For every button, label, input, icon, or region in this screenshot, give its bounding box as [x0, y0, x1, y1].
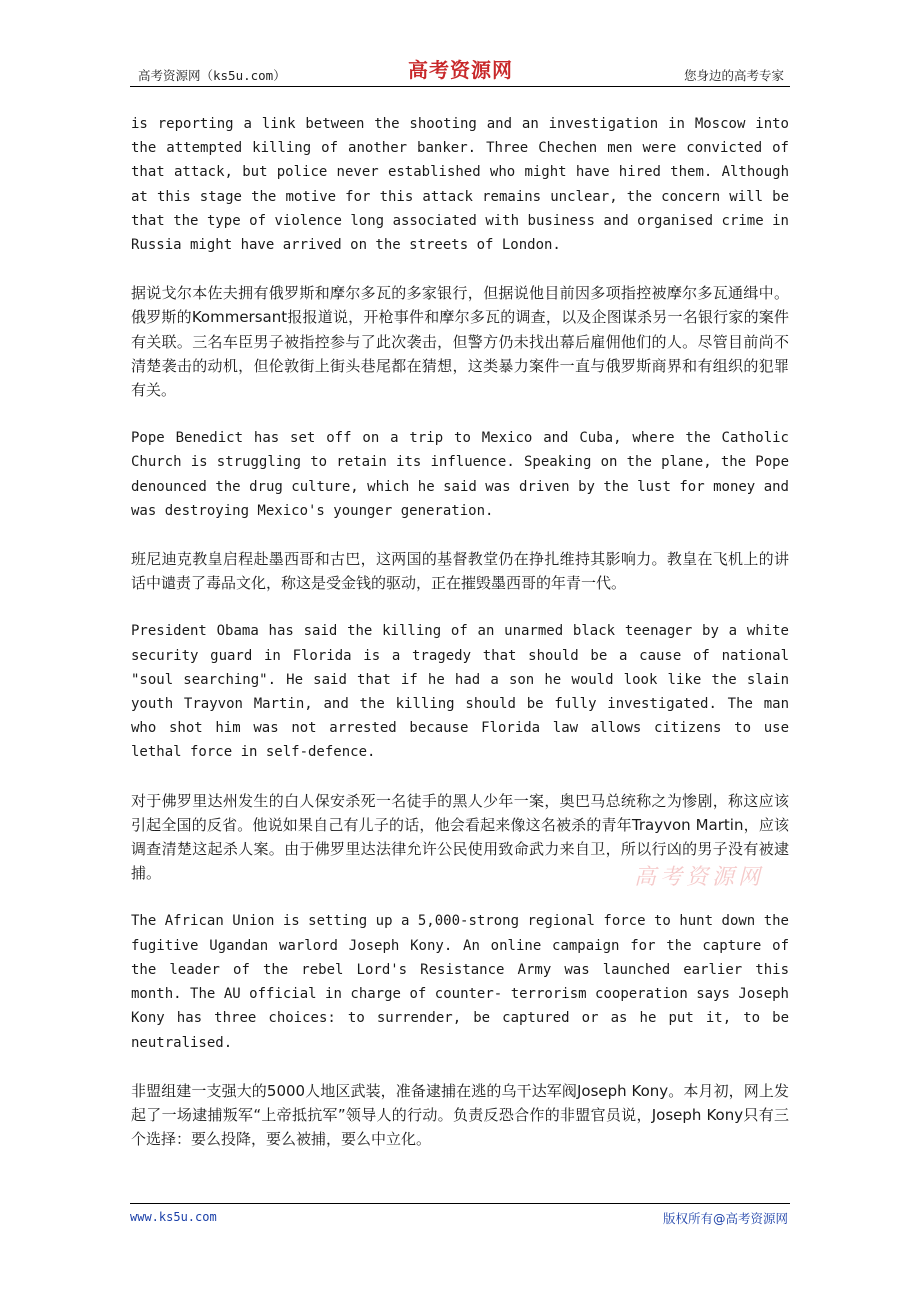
paragraph-en-1: is reporting a link between the shooting and an investigation in Moscow into the attempted killing of another banker. Three Chechen men were convicted of that attack, but police never established who might have hired them. Although at this stage the motive for this attack remains unclear, the concern will be that the type of violence long associated with business and organised crime in Russia might have arrived on the streets of London.	[131, 116, 789, 254]
paragraph-zh-3: 对于佛罗里达州发生的白人保安杀死一名徒手的黑人少年一案，奥巴马总统称之为惨剧，称这应该引起全国的反省。他说如果自己有儿子的话，他会看起来像这名被杀的青年Trayvon Martin，应该调查清楚这起杀人案。由于佛罗里达法律允许公民使用致命武力来自卫，所以行凶的男子没有被逮捕。	[131, 791, 789, 883]
article-body	[131, 112, 789, 1151]
site-slogan: 您身边的高考专家	[683, 68, 784, 83]
watermark-logo: 高考资源网	[634, 865, 765, 890]
site-logo: 高考资源网	[408, 58, 513, 82]
paragraph-en-4: The African Union is setting up a 5,000-strong regional force to hunt down the fugitive Ugandan warlord Joseph Kony. An online campaign for the capture of the leader of the rebel Lord's Resistance Army was launched earlier this month. The AU official in charge of counter- terrorism cooperation says Joseph Kony has three choices: to surrender, be captured or as he put it, to be neutralised.	[131, 913, 789, 1051]
paragraph-zh-2: 班尼迪克教皇启程赴墨西哥和古巴，这两国的基督教堂仍在挣扎维持其影响力。教皇在飞机上的讲话中谴责了毒品文化，称这是受金钱的驱动，正在摧毁墨西哥的年青一代。	[131, 550, 789, 593]
page-header	[130, 54, 790, 87]
paragraph-zh-1: 据说戈尔本佐夫拥有俄罗斯和摩尔多瓦的多家银行，但据说他目前因多项指控被摩尔多瓦通缉中。俄罗斯的Kommersant报报道说，开枪事件和摩尔多瓦的调查，以及企图谋杀另一名银行家的案件有关联。三名车臣男子被指控参与了此次袭击，但警方仍未找出幕后雇佣他们的人。尽管目前尚不清楚袭击的动机，但伦敦街上街头巷尾都在猜想，这类暴力案件一直与俄罗斯商界和有组织的犯罪有关。	[131, 284, 789, 400]
footer-copyright: 版权所有@高考资源网	[662, 1211, 788, 1226]
site-name: 高考资源网（ks5u.com）	[138, 68, 286, 83]
paragraph-zh-4: 非盟组建一支强大的5000人地区武装，准备逮捕在逃的乌干达军阀Joseph Kony。本月初，网上发起了一场逮捕叛军“上帝抵抗军”领导人的行动。负责反恐合作的非盟官员说，Joseph Kony只有三个选择：要么投降，要么被捕，要么中立化。	[131, 1081, 789, 1149]
page-footer	[130, 1203, 790, 1226]
paragraph-en-3: President Obama has said the killing of an unarmed black teenager by a white security guard in Florida is a tragedy that should be a cause of national "soul searching". He said that if he had a son he would look like the slain youth Trayvon Martin, and the killing should be fully investigated. The man who shot him was not arrested because Florida law allows citizens to use lethal force in self-defence.	[131, 623, 789, 761]
paragraph-en-2: Pope Benedict has set off on a trip to Mexico and Cuba, where the Catholic Church is struggling to retain its influence. Speaking on the plane, the Pope denounced the drug culture, which he said was driven by the lust for money and was destroying Mexico's younger generation.	[131, 430, 789, 519]
footer-url-link[interactable]: www.ks5u.com	[130, 1210, 217, 1224]
